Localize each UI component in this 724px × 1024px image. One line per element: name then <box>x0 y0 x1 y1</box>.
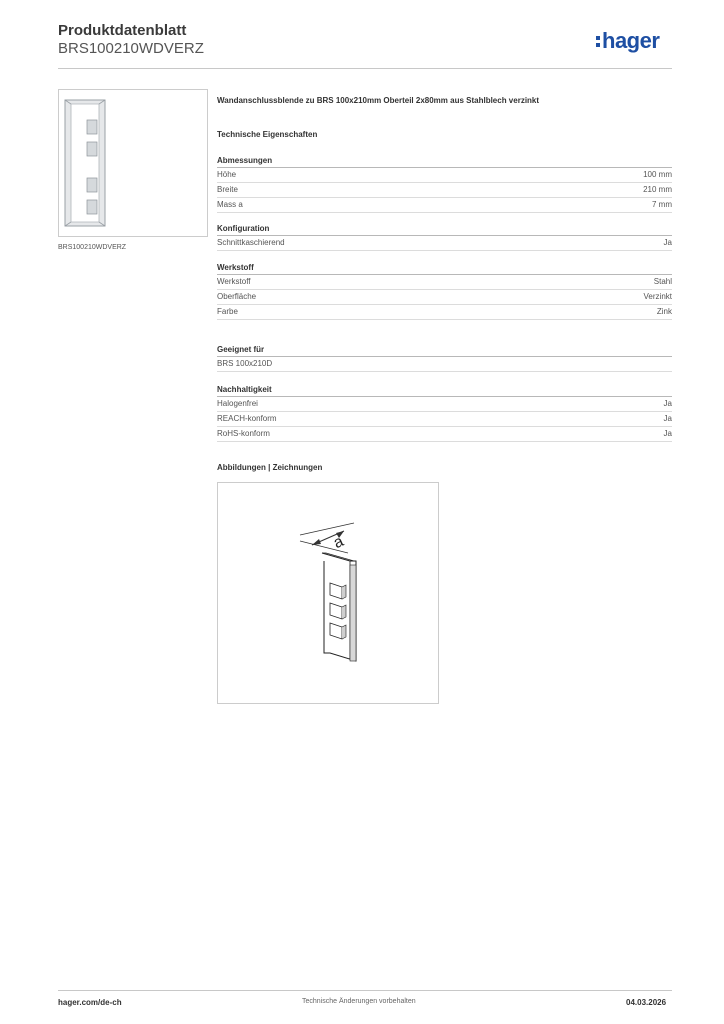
header-divider <box>58 68 672 69</box>
row-label: Höhe <box>217 170 237 179</box>
row-label: Oberfläche <box>217 292 257 301</box>
footer-divider <box>58 990 672 991</box>
row-value: Ja <box>663 399 672 408</box>
table-row <box>217 412 672 427</box>
table-row <box>217 357 672 372</box>
product-thumbnail <box>58 89 208 237</box>
product-code: BRS100210WDVERZ <box>58 40 204 57</box>
row-label: Halogenfrei <box>217 399 258 408</box>
dimension-label: a <box>331 532 347 553</box>
row-value: Ja <box>663 238 672 247</box>
row-label: REACH-konform <box>217 414 277 423</box>
logo-text: hager <box>602 28 660 53</box>
row-value: 100 mm <box>643 170 672 179</box>
product-description: Wandanschlussblende zu BRS 100x210mm Oberteil 2x80mm aus Stahlblech verzinkt <box>217 96 540 105</box>
row-value: 7 mm <box>652 200 672 209</box>
section-konfiguration <box>217 223 672 251</box>
section-title: Nachhaltigkeit <box>217 384 672 397</box>
section-title: Konfiguration <box>217 223 672 236</box>
row-value: Zink <box>656 307 672 316</box>
technical-drawing <box>217 482 439 704</box>
section-title: Abmessungen <box>217 155 672 168</box>
page-title: Produktdatenblatt <box>58 22 187 39</box>
table-row <box>217 236 672 251</box>
table-row <box>217 305 672 320</box>
row-value: Stahl <box>653 277 672 286</box>
row-label: BRS 100x210D <box>217 359 273 368</box>
table-row <box>217 183 672 198</box>
section-nachhaltigkeit <box>217 384 672 442</box>
footer-notice: Technische Änderungen vorbehalten <box>302 998 416 1005</box>
table-row <box>217 168 672 183</box>
section-title: Geeignet für <box>217 344 672 357</box>
table-row <box>217 198 672 213</box>
row-label: Breite <box>217 185 238 194</box>
row-value: 210 mm <box>643 185 672 194</box>
row-label: Werkstoff <box>217 277 251 286</box>
row-value: Ja <box>663 414 672 423</box>
hager-logo <box>596 24 676 58</box>
section-werkstoff <box>217 262 672 320</box>
figures-heading: Abbildungen | Zeichnungen <box>217 463 323 472</box>
row-label: Farbe <box>217 307 238 316</box>
row-label: RoHS-konform <box>217 429 270 438</box>
section-title: Werkstoff <box>217 262 672 275</box>
thumbnail-caption: BRS100210WDVERZ <box>58 244 127 251</box>
footer-date: 04.03.2026 <box>626 998 667 1007</box>
table-row <box>217 397 672 412</box>
tech-heading: Technische Eigenschaften <box>217 130 318 139</box>
section-abmessungen <box>217 155 672 213</box>
footer-website[interactable]: hager.com/de-ch <box>58 998 122 1007</box>
row-value: Verzinkt <box>643 292 672 301</box>
table-row <box>217 275 672 290</box>
row-label: Mass a <box>217 200 243 209</box>
table-row <box>217 290 672 305</box>
row-label: Schnittkaschierend <box>217 238 285 247</box>
row-value: Ja <box>663 429 672 438</box>
section-geeignet <box>217 344 672 372</box>
table-row <box>217 427 672 442</box>
